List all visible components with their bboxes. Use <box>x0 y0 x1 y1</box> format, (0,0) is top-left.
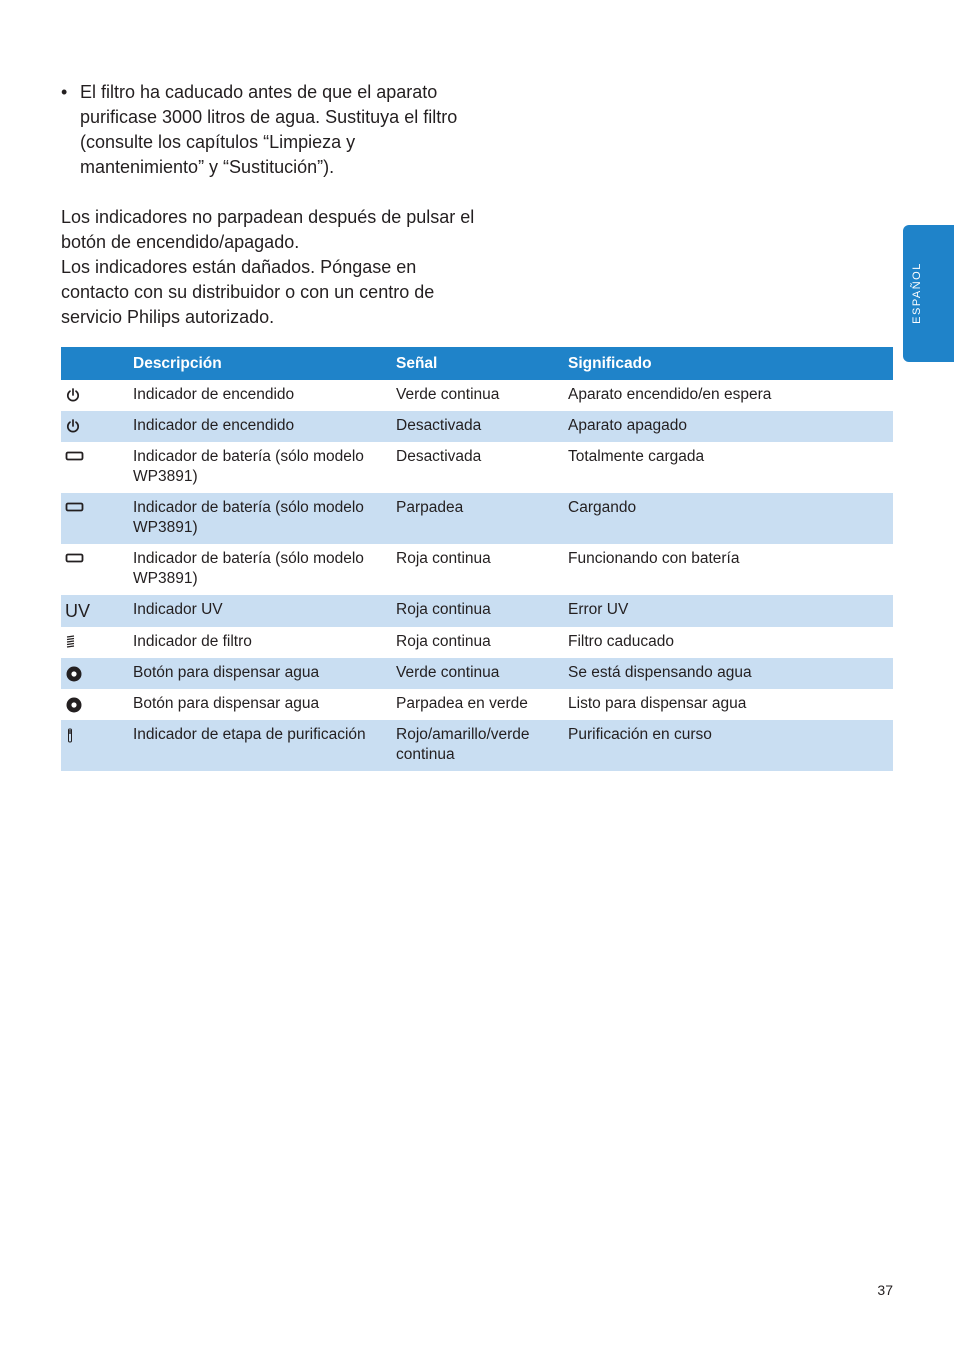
header-signal: Señal <box>390 347 562 380</box>
battery-icon <box>65 500 85 514</box>
table-row <box>61 380 893 411</box>
table-row <box>61 493 893 544</box>
row-meaning: Cargando <box>562 493 893 544</box>
row-signal: Verde continua <box>390 658 562 689</box>
uv-icon: UV <box>65 601 91 621</box>
header-icon <box>61 347 127 380</box>
row-signal: Roja continua <box>396 633 491 650</box>
row-signal: Roja continua <box>390 595 562 627</box>
battery-icon <box>65 449 85 463</box>
filter-icon <box>65 634 79 650</box>
row-icon-cell <box>61 720 127 771</box>
battery-icon <box>65 551 85 565</box>
row-icon-cell <box>61 658 127 689</box>
header-meaning: Significado <box>562 347 893 380</box>
row-meaning: Purificación en curso <box>562 720 893 771</box>
row-description: Indicador de batería (sólo modelo WP3891) <box>127 493 390 544</box>
table-row <box>61 544 893 595</box>
row-description: Indicador UV <box>127 595 390 627</box>
row-meaning: Aparato encendido/en espera <box>568 386 772 403</box>
row-description: Botón para dispensar agua <box>133 695 320 712</box>
row-signal: Rojo/amarillo/verde continua <box>390 720 562 771</box>
row-icon-cell <box>61 689 127 720</box>
table-row <box>61 658 893 689</box>
table-row <box>61 411 893 442</box>
bullet-item <box>61 80 461 180</box>
row-description: Indicador de filtro <box>133 633 252 650</box>
row-icon-cell <box>61 493 127 544</box>
row-meaning: Se está dispensando agua <box>562 658 893 689</box>
row-meaning: Listo para dispensar agua <box>568 695 747 712</box>
row-meaning: Error UV <box>562 595 893 627</box>
dispense-button-icon <box>65 665 83 683</box>
row-description: Indicador de batería (sólo modelo WP3891) <box>133 550 364 587</box>
section-title: Los indicadores no parpadean después de pulsar el botón de encendido/apagado. <box>61 207 475 252</box>
row-description: Indicador de batería (sólo modelo WP3891) <box>133 448 364 485</box>
table-header-row <box>61 347 893 380</box>
section-body: Los indicadores están dañados. Póngase en contacto con su distribuidor o con un centro de servicio Philips autorizado. <box>61 257 435 327</box>
row-icon-cell <box>61 380 127 411</box>
bullet-symbol: • <box>61 82 68 102</box>
row-icon-cell <box>61 442 127 493</box>
row-description: Indicador de encendido <box>127 411 390 442</box>
language-tab <box>903 225 954 362</box>
row-icon-cell <box>61 595 127 627</box>
table-row <box>61 689 893 720</box>
row-signal: Desactivada <box>396 448 482 465</box>
table-row <box>61 442 893 493</box>
row-signal: Verde continua <box>396 386 500 403</box>
row-signal: Parpadea en verde <box>396 695 528 712</box>
row-meaning: Totalmente cargada <box>568 448 705 465</box>
row-meaning: Funcionando con batería <box>568 550 740 567</box>
power-icon <box>65 418 81 434</box>
row-description: Botón para dispensar agua <box>127 658 390 689</box>
row-description: Indicador de etapa de purificación <box>127 720 390 771</box>
language-tab-label: ESPAÑOL <box>911 262 923 324</box>
page-number: 37 <box>877 1282 893 1298</box>
table-row <box>61 595 893 627</box>
power-icon <box>65 387 81 403</box>
dispense-button-icon <box>65 696 83 714</box>
row-signal: Roja continua <box>396 550 491 567</box>
row-icon-cell <box>61 544 127 595</box>
row-meaning: Filtro caducado <box>568 633 674 650</box>
table-row <box>61 720 893 771</box>
row-meaning: Aparato apagado <box>562 411 893 442</box>
row-icon-cell <box>61 411 127 442</box>
row-signal: Desactivada <box>390 411 562 442</box>
row-icon-cell <box>61 627 127 658</box>
table-row <box>61 627 893 658</box>
purification-stage-icon <box>65 727 75 745</box>
row-signal: Parpadea <box>390 493 562 544</box>
header-description: Descripción <box>127 347 390 380</box>
bullet-text: El filtro ha caducado antes de que el aparato purificase 3000 litros de agua. Sustituya el filtro (consulte los capítulos “Limpieza y mantenimiento” y “Sustitución”). <box>80 82 458 177</box>
indicator-table <box>61 347 893 771</box>
row-description: Indicador de encendido <box>133 386 295 403</box>
